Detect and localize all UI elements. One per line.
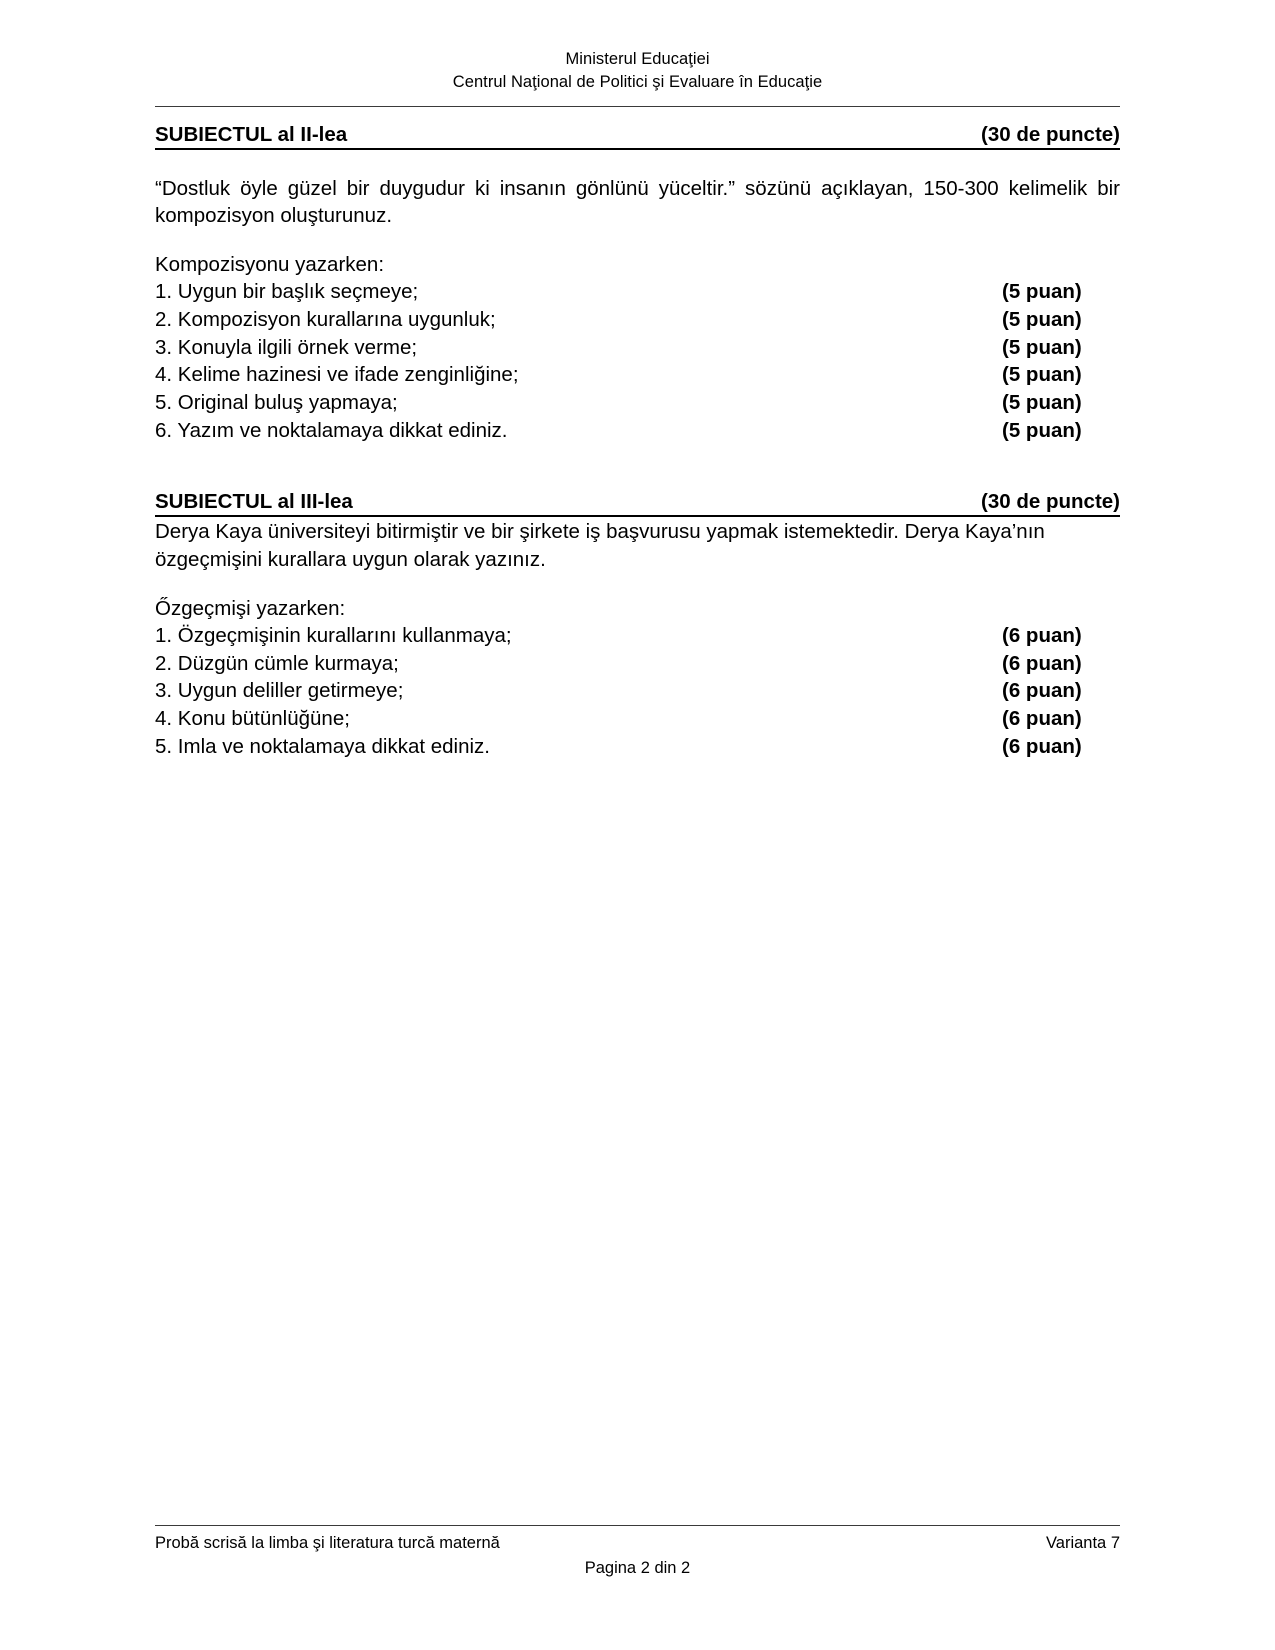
section-3-lead: Őzgeçmişi yazarken: [155,596,346,620]
footer-page-number: Pagina 2 din 2 [584,1558,691,1577]
section-3-criteria-list [155,622,1120,760]
criterion-text: 3. Uygun deliller getirmeye; [155,679,404,703]
list-item [155,677,1120,705]
criterion-text: 6. Yazım ve noktalamaya dikkat ediniz. [155,418,508,442]
section-2-criteria-list [155,278,1120,444]
section-spacer [155,444,1120,474]
section-heading-subject-3 [155,490,1120,514]
criterion-points: (6 puan) [1002,624,1082,648]
list-item [155,705,1120,733]
list-item [155,622,1120,650]
footer-exam-label: Probă scrisă la limba şi literatura turcă maternă [155,1533,500,1552]
header-divider [155,106,1120,107]
document-footer [155,1525,1120,1580]
list-item [155,389,1120,417]
list-item [155,417,1120,445]
section-3-prompt: Derya Kaya üniversiteyi bitirmiştir ve bir şirkete iş başvurusu yapmak istemektedir. Derya Kaya’nın özgeçmişini kurallara uygun olarak yazınız. [155,520,1045,571]
criterion-text: 2. Kompozisyon kurallarına uygunluk; [155,307,496,331]
section-heading-subject-2 [155,123,1120,147]
criterion-points: (6 puan) [1002,679,1082,703]
list-item [155,334,1120,362]
section-2-title: SUBIECTUL al II-lea [155,123,353,147]
criterion-points: (5 puan) [1002,335,1082,359]
criterion-text: 1. Uygun bir başlık seçmeye; [155,280,419,304]
footer-row [155,1526,1120,1555]
list-item [155,650,1120,678]
section-3-title: SUBIECTUL al III-lea [155,490,359,514]
criterion-points: (5 puan) [1002,418,1082,442]
criterion-text: 1. Özgeçmişinin kurallarını kullanmaya; [155,624,512,648]
list-item [155,278,1120,306]
list-item [155,733,1120,761]
criterion-text: 5. Imla ve noktalamaya dikkat ediniz. [155,734,490,758]
section-2-lead: Kompozisyonu yazarken: [155,253,385,277]
criterion-points: (6 puan) [1002,734,1082,758]
section-2-points: (30 de puncte) [975,123,1120,147]
list-item [155,361,1120,389]
header-center-line: Centrul Naţional de Politici şi Evaluare în Educaţie [452,72,823,91]
criterion-points: (5 puan) [1002,363,1082,387]
criterion-points: (5 puan) [1002,307,1082,331]
criterion-points: (6 puan) [1002,651,1082,675]
footer-variant-label: Varianta 7 [1046,1533,1120,1552]
criterion-text: 4. Konu bütünlüğüne; [155,707,350,731]
criterion-text: 5. Original buluş yapmaya; [155,390,398,414]
criterion-points: (6 puan) [1002,707,1082,731]
criterion-text: 4. Kelime hazinesi ve ifade zenginliğine; [155,363,519,387]
criterion-points: (5 puan) [1002,280,1082,304]
header-ministry-line: Ministerul Educaţiei [565,50,710,68]
document-header [155,0,1120,94]
criterion-points: (5 puan) [1002,390,1082,414]
criterion-text: 3. Konuyla ilgili örnek verme; [155,335,418,359]
criterion-text: 2. Düzgün cümle kurmaya; [155,651,399,675]
list-item [155,306,1120,334]
section-3-points: (30 de puncte) [975,490,1120,514]
section-2-prompt: “Dostluk öyle güzel bir duygudur ki insanın gönlünü yüceltir.” sözünü açıklayan, 150-300 kelimelik bir kompozisyon oluşturunuz. [155,176,1120,227]
